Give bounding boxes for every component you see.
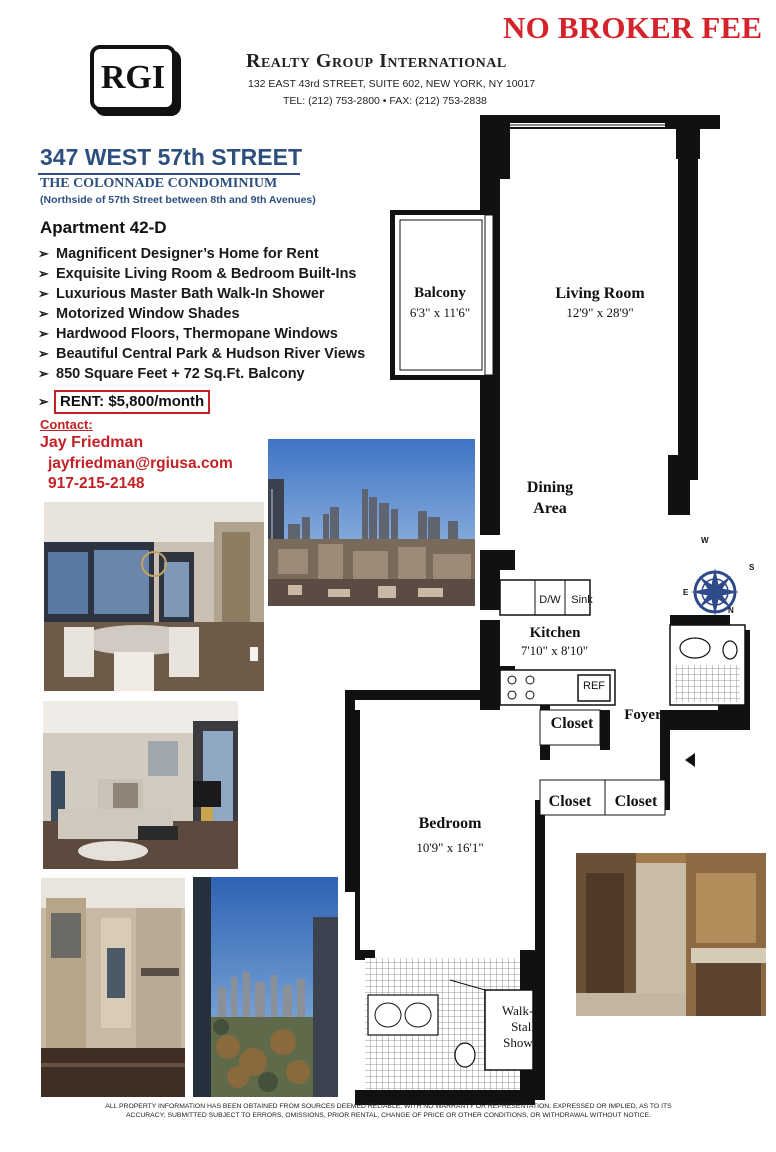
foyer-closet-label: Closet xyxy=(550,715,594,732)
contact-email-link[interactable]: jayfriedman@rgiusa.com xyxy=(48,455,233,472)
bedroom-closet-label: Closet xyxy=(548,793,592,810)
bedroom-closet-label-2: Closet xyxy=(614,793,658,810)
company-address: 132 EAST 43rd STREET, SUITE 602, NEW YORK, NY 10017 xyxy=(248,78,536,90)
building-street: 347 WEST 57th STREET xyxy=(40,144,303,170)
logo-text: RGI xyxy=(100,59,166,96)
living-room-size: 12'9" x 28'9" xyxy=(566,305,634,320)
street-underline xyxy=(38,173,300,175)
contact-phone[interactable]: 917-215-2148 xyxy=(48,475,145,492)
dining-room-photo xyxy=(44,502,264,691)
feature-item: ➢ 850 Square Feet + 72 Sq.Ft. Balcony xyxy=(38,366,305,382)
bullet-arrow-icon: ➢ xyxy=(38,326,49,341)
company-phone-fax: TEL: (212) 753-2800 • FAX: (212) 753-2838 xyxy=(283,95,487,107)
dishwasher-label: D/W xyxy=(539,594,561,606)
bedroom-label: Bedroom xyxy=(418,815,482,832)
compass-w: S xyxy=(749,563,755,572)
refrigerator-label: REF xyxy=(583,680,605,692)
building-name: THE COLONNADE CONDOMINIUM xyxy=(40,176,278,191)
compass-e: E xyxy=(683,588,689,597)
feature-list xyxy=(38,244,365,384)
bullet-arrow-icon: ➢ xyxy=(38,266,49,281)
floor-plan xyxy=(340,110,750,1105)
bullet-arrow-icon: ➢ xyxy=(38,306,49,321)
central-park-view-photo xyxy=(193,877,338,1097)
disclaimer: ALL PROPERTY INFORMATION HAS BEEN OBTAINED FROM SOURCES DEEMED RELIABLE, WITH NO WARRANTY OR REPRESENTATION, EXPRESSED OR IMPLIED, AS TO ITS ACCURACY; SUBMITTED SUBJECT TO ERRORS, OMISSIONS, PRIOR RENTAL, CHANGE OF PRICE OR OTHER CONDITIONS, OR WITHDRAWAL WITHOUT NOTICE. xyxy=(105,1103,672,1119)
rent-row xyxy=(38,390,210,414)
feature-item: ➢ Motorized Window Shades xyxy=(38,306,240,322)
feature-item: ➢ Exquisite Living Room & Bedroom Built-Ins xyxy=(38,266,357,282)
bullet-arrow-icon: ➢ xyxy=(38,286,49,301)
dining-label: Dining xyxy=(526,479,574,496)
balcony-label: Balcony xyxy=(414,285,466,301)
balcony-size: 6'3" x 11'6" xyxy=(409,305,471,320)
walk-in-shower-label: Walk-In Stall Shower xyxy=(501,1003,545,1050)
compass-n: W xyxy=(701,536,709,545)
rgi-logo xyxy=(90,45,176,111)
rent-price: RENT: $5,800/month xyxy=(54,390,210,414)
entry-arrow-icon xyxy=(685,753,695,767)
sink-label: Sink xyxy=(571,594,593,606)
bullet-arrow-icon: ➢ xyxy=(38,394,49,409)
kitchen-size: 7'10" x 8'10" xyxy=(520,643,589,658)
contact-label: Contact: xyxy=(40,417,93,432)
dining-area-label: Area xyxy=(533,500,567,517)
foyer-label: Foyer xyxy=(624,707,662,723)
bullet-arrow-icon: ➢ xyxy=(38,366,49,381)
no-broker-fee-banner: NO BROKER FEE xyxy=(503,10,763,45)
bedroom-size: 10'9" x 16'1" xyxy=(416,840,484,855)
company-name: Realty Group International xyxy=(246,50,507,72)
bullet-arrow-icon: ➢ xyxy=(38,246,49,261)
building-location: (Northside of 57th Street between 8th and 9th Avenues) xyxy=(40,194,316,206)
living-room-photo xyxy=(43,701,238,869)
kitchen-label: Kitchen xyxy=(529,625,581,641)
compass-s: N xyxy=(728,606,734,615)
feature-item: ➢ Hardwood Floors, Thermopane Windows xyxy=(38,326,338,342)
bullet-arrow-icon: ➢ xyxy=(38,346,49,361)
contact-name: Jay Friedman xyxy=(40,434,144,451)
kitchen-photo xyxy=(41,878,185,1097)
living-room-label: Living Room xyxy=(555,285,645,302)
apartment-title: Apartment 42-D xyxy=(40,218,167,237)
feature-item: ➢ Luxurious Master Bath Walk-In Shower xyxy=(38,286,325,302)
feature-item: ➢ Magnificent Designer’s Home for Rent xyxy=(38,246,319,262)
feature-item: ➢ Beautiful Central Park & Hudson River Views xyxy=(38,346,366,362)
